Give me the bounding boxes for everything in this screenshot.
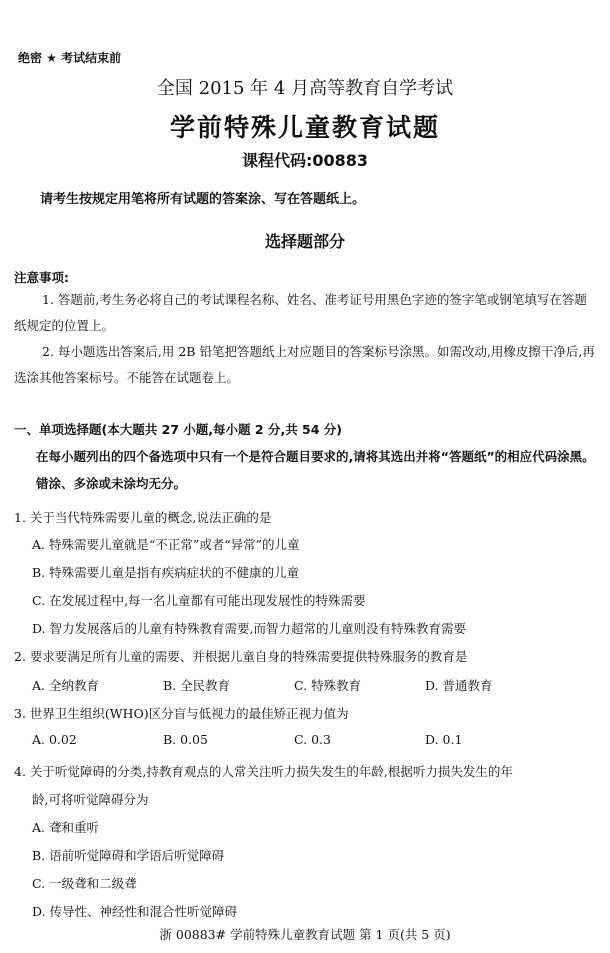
question-4-option-d: D. 传导性、神经性和混合性听觉障碍 xyxy=(32,904,238,919)
question-3-option-a: A. 0.02 xyxy=(32,732,77,747)
notes-heading: 注意事项: xyxy=(14,270,69,285)
part-one-instructions: 在每小题列出的四个备选项中只有一个是符合题目要求的,请将其选出并将“答题纸”的相应代码涂黑。错涂、多涂或未涂均无分。 xyxy=(36,449,595,491)
question-1-option-b: B. 特殊需要儿童是指有疾病症状的不健康的儿童 xyxy=(32,565,300,580)
question-3-stem: 3. 世界卫生组织(WHO)区分盲与低视力的最佳矫正视力值为 xyxy=(14,706,349,721)
question-3-option-b: B. 0.05 xyxy=(163,732,208,747)
question-1-stem: 1. 关于当代特殊需要儿童的概念,说法正确的是 xyxy=(14,510,272,525)
question-1-option-c: C. 在发展过程中,每一名儿童都有可能出现发展性的特殊需要 xyxy=(32,593,366,608)
question-3-option-c: C. 0.3 xyxy=(294,732,331,747)
course-code: 课程代码:00883 xyxy=(241,151,369,170)
note-item-1: 1. 答题前,考生务必将自己的考试课程名称、姓名、准考证号用黑色字迹的签字笔或钢笔填写在答题纸规定的位置上。 xyxy=(14,292,587,333)
question-4-option-c: C. 一级聋和二级聋 xyxy=(32,876,137,891)
confidential-label: 绝密 ★ 考试结束前 xyxy=(18,51,122,65)
exam-title: 学前特殊儿童教育试题 xyxy=(169,113,440,142)
question-2-options xyxy=(32,676,592,694)
question-3-options xyxy=(32,732,592,747)
part-one-heading: 一、单项选择题(本大题共 27 小题,每小题 2 分,共 54 分) xyxy=(14,422,343,437)
exam-session-line: 全国 2015 年 4 月高等教育自学考试 xyxy=(156,78,454,99)
question-2-option-c: C. 特殊教育 xyxy=(294,678,362,693)
question-3-option-d: D. 0.1 xyxy=(425,732,463,747)
question-2-option-a: A. 全纳教育 xyxy=(32,678,99,693)
question-4-stem-line-2: 龄,可将听觉障碍分为 xyxy=(32,792,149,807)
note-item-2: 2. 每小题选出答案后,用 2B 铅笔把答题纸上对应题目的答案标号涂黑。如需改动,用橡皮擦干净后,再选涂其他答案标号。不能答在试题卷上。 xyxy=(14,344,595,385)
question-4-stem-line-1: 4. 关于听觉障碍的分类,持教育观点的人常关注听力损失发生的年龄,根据听力损失发生的年 xyxy=(14,764,513,779)
section-title: 选择题部分 xyxy=(264,232,345,251)
question-2-stem: 2. 要求要满足所有儿童的需要、并根据儿童自身的特殊需要提供特殊服务的教育是 xyxy=(14,649,468,664)
general-instruction: 请考生按规定用笔将所有试题的答案涂、写在答题纸上。 xyxy=(40,192,366,207)
question-2-option-b: B. 全民教育 xyxy=(163,678,231,693)
question-2-option-d: D. 普通教育 xyxy=(425,678,493,693)
question-4-option-b: B. 语前听觉障碍和学语后听觉障碍 xyxy=(32,848,225,863)
question-4-option-a: A. 聋和重听 xyxy=(32,820,99,835)
page-footer: 浙 00883# 学前特殊儿童教育试题 第 1 页(共 5 页) xyxy=(159,927,451,942)
question-1-option-d: D. 智力发展落后的儿童有特殊教育需要,而智力超常的儿童则没有特殊教育需要 xyxy=(32,621,466,636)
question-1-option-a: A. 特殊需要儿童就是“不正常”或者“异常”的儿童 xyxy=(32,537,300,552)
